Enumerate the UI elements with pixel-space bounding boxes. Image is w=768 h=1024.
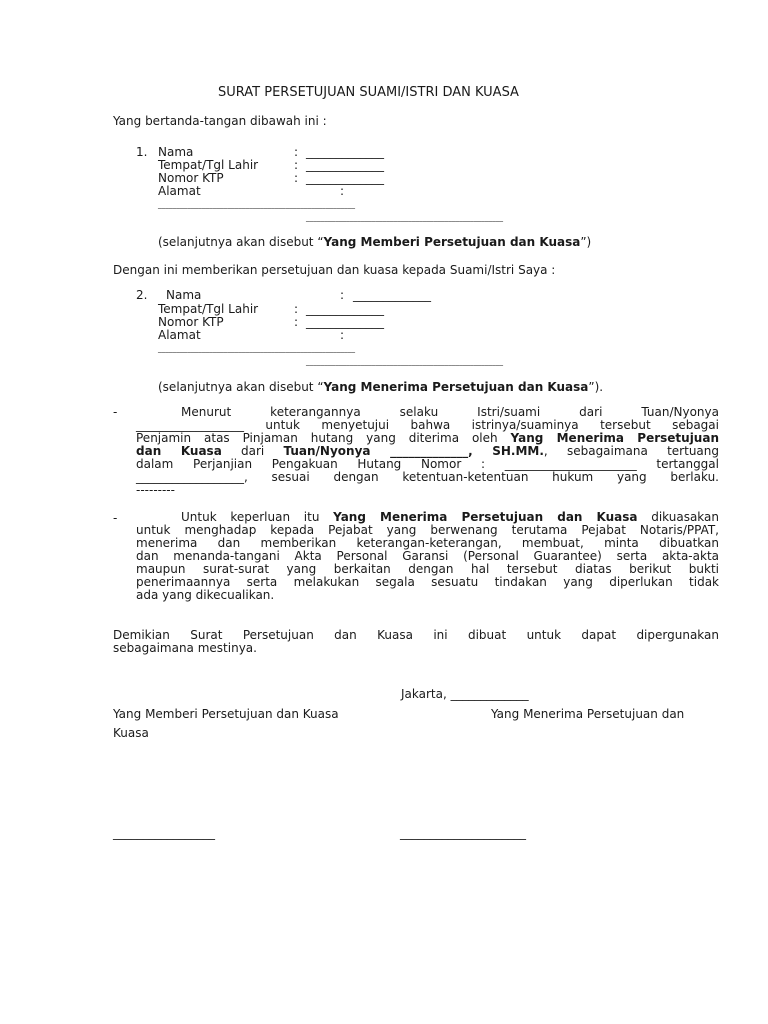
party1-ktp-label: Nomor KTP — [158, 171, 224, 185]
party2-ktp-label: Nomor KTP — [158, 315, 224, 329]
party1-alamat-label: Alamat — [158, 184, 201, 198]
para1-body — [136, 406, 719, 497]
party1-note-prefix: (selanjutnya akan disebut “ — [158, 235, 324, 249]
para2-bullet: - — [113, 511, 118, 525]
party2-alamat-line2: ______________________________________________________ — [306, 357, 504, 366]
para2-line6: penerimaannya serta melakukan segala sesuatu tindakan yang diperlukan tidak — [136, 575, 719, 589]
party1-note-suffix: ”) — [580, 235, 592, 249]
party1-number: 1. — [136, 145, 148, 159]
para1-line4-bold-a: dan Kuasa — [136, 444, 222, 458]
closing-paragraph — [113, 629, 719, 655]
party1-nama-colon: : — [294, 145, 299, 159]
para2-line4: dan menanda-tangani Akta Personal Garansi (Personal Guarantee) serta akta-akta — [136, 549, 719, 563]
party1-note-role: Yang Memberi Persetujuan dan Kuasa — [323, 235, 581, 249]
party2-note-suffix: ”). — [588, 380, 604, 394]
para1-line3-bold: Yang Menerima Persetujuan — [510, 431, 719, 445]
para1-line2: __________________ untuk menyetujui bahwa istrinya/suaminya tersebut sebagai — [136, 418, 719, 432]
para2-line3: menerima dan memberikan keterangan-keterangan, membuat, minta dibuatkan — [136, 536, 719, 550]
party2-ttl-blank: _____________ — [306, 302, 384, 316]
party1-ktp-blank: _____________ — [306, 171, 384, 185]
party2-note-prefix: (selanjutnya akan disebut “ — [158, 380, 324, 394]
party2-alamat-line1: ______________________________________________________ — [158, 344, 356, 353]
para1-line5: dalam Perjanjian Pengakuan Hutang Nomor : ______________________ tertanggal — [136, 457, 719, 471]
para2-body — [136, 511, 719, 602]
party1-ttl-colon: : — [294, 158, 299, 172]
para2-line1-bold: Yang Menerima Persetujuan dan Kuasa — [333, 510, 638, 524]
signature-right-label-2: Kuasa — [113, 726, 149, 740]
party1-note — [158, 235, 591, 249]
para2-line1-text-c: dikuasakan — [637, 510, 719, 524]
para1-line3-text: Penjamin atas Pinjaman hutang yang diterima oleh — [136, 431, 511, 445]
signature-right-line: _____________________ — [400, 826, 526, 840]
para1-bullet: - — [113, 405, 118, 419]
para1-line7: --------- — [136, 483, 175, 497]
para2-line5: maupun surat-surat yang berkaitan dengan hal tersebut diatas berikut bukti — [136, 562, 719, 576]
party1-nama-blank: _____________ — [306, 145, 384, 159]
party2-number: 2. — [136, 288, 148, 302]
document-title: SURAT PERSETUJUAN SUAMI/ISTRI DAN KUASA — [218, 85, 519, 100]
party2-nama-label: Nama — [166, 288, 202, 302]
para1-line6: __________________, sesuai dengan ketentuan-ketentuan hukum yang berlaku. — [136, 470, 719, 484]
para1-line4-bold-c: Tuan/Nyonya _____________, SH.MM. — [283, 444, 544, 458]
para1-line4-text-b: dari — [221, 444, 284, 458]
party2-alamat-colon: : — [340, 328, 345, 342]
party1-alamat-colon: : — [340, 184, 345, 198]
party2-note-role: Yang Menerima Persetujuan dan Kuasa — [323, 380, 589, 394]
party2-ttl-colon: : — [294, 302, 299, 316]
place-date: Jakarta, _____________ — [401, 687, 529, 701]
party2-note — [158, 380, 603, 394]
consent-intro: Dengan ini memberikan persetujuan dan kuasa kepada Suami/Istri Saya : — [113, 263, 556, 277]
party2-ttl-label: Tempat/Tgl Lahir — [158, 302, 259, 316]
party2-ktp-blank: _____________ — [306, 315, 384, 329]
para2-line1-text-a: Untuk keperluan itu — [181, 510, 334, 524]
para2-line2: untuk menghadap kepada Pejabat yang berwenang terutama Pejabat Notaris/PPAT, — [136, 523, 719, 537]
party1-alamat-line1: ______________________________________________________ — [158, 200, 356, 209]
party1-alamat-line2: ______________________________________________________ — [306, 213, 504, 222]
party2-alamat-label: Alamat — [158, 328, 201, 342]
party2-ktp-colon: : — [294, 315, 299, 329]
party1-ktp-colon: : — [294, 171, 299, 185]
signature-right-label-1: Yang Menerima Persetujuan dan — [491, 707, 685, 721]
party2-nama-colon: : — [340, 288, 345, 302]
party1-ttl-blank: _____________ — [306, 158, 384, 172]
party2-nama-blank: _____________ — [353, 288, 431, 302]
para1-line4-text-d: , sebagaimana tertuang — [543, 444, 720, 458]
closing-line1: Demikian Surat Persetujuan dan Kuasa ini dibuat untuk dapat dipergunakan — [113, 628, 719, 642]
party1-ttl-label: Tempat/Tgl Lahir — [158, 158, 259, 172]
intro-text: Yang bertanda-tangan dibawah ini : — [113, 114, 327, 128]
para1-line1: Menurut keterangannya selaku Istri/suami dari Tuan/Nyonya — [181, 405, 719, 419]
closing-line2: sebagaimana mestinya. — [113, 641, 257, 655]
signature-left-line: _________________ — [113, 826, 215, 840]
signature-left-label: Yang Memberi Persetujuan dan Kuasa — [113, 707, 339, 721]
para2-line7: ada yang dikecualikan. — [136, 588, 275, 602]
party1-nama-label: Nama — [158, 145, 194, 159]
